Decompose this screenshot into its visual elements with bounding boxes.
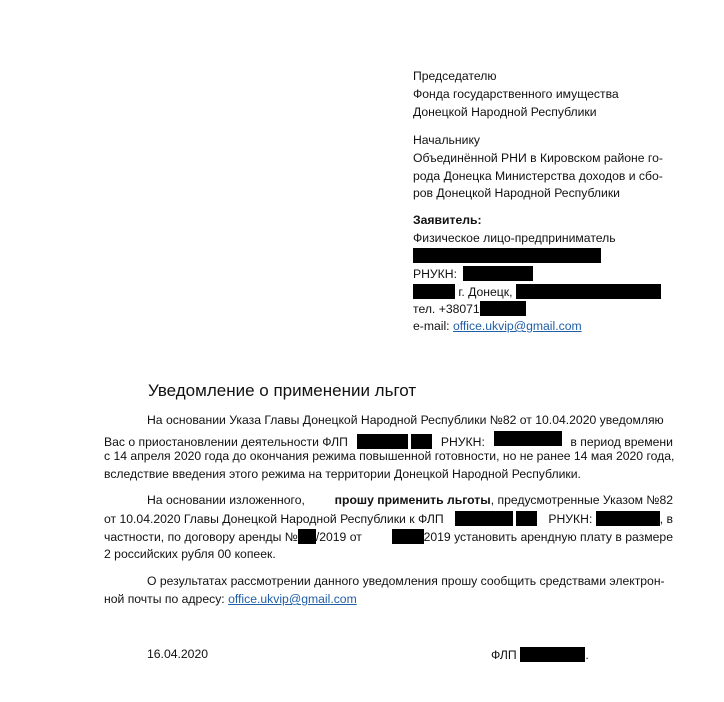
redaction-block <box>516 284 661 299</box>
address-city: г. Донецк, <box>458 285 513 299</box>
p2-line <box>104 529 673 549</box>
p1-line <box>104 431 673 451</box>
redaction-block <box>516 511 537 526</box>
recipient-line: Донецкой Народной Республики <box>413 105 597 119</box>
p1-line <box>104 413 673 433</box>
applicant-label: Заявитель: <box>413 213 482 227</box>
redaction-block <box>411 434 432 449</box>
p2-text: , в <box>659 512 673 526</box>
recipient-line: Фонда государственного имущества <box>413 87 619 101</box>
applicant-phone <box>413 301 526 317</box>
applicant-rnukn <box>413 266 533 282</box>
p2-date-group <box>392 529 673 545</box>
p1-text: РНУКН: <box>440 435 485 449</box>
paragraph-2 <box>104 493 673 565</box>
footer-dot: . <box>585 648 589 662</box>
redaction-block <box>568 647 585 662</box>
document-title: Уведомление о применении льгот <box>148 381 417 400</box>
redaction-block <box>298 529 316 544</box>
redaction-block <box>357 434 408 449</box>
p1-text: в период времени <box>570 435 673 449</box>
applicant-email <box>413 319 582 334</box>
redaction-block <box>392 529 424 544</box>
recipient-line: ров Донецкой Народной Республики <box>413 186 620 200</box>
paragraph-1 <box>104 413 673 485</box>
p1-text: вследствие введения этого режима на территории Донецкой Народной Республики. <box>104 467 581 481</box>
p2-rnukn-group <box>548 511 673 527</box>
redaction-block <box>463 266 533 281</box>
p2-emphasis <box>335 493 673 508</box>
p2-bold-text: прошу применить льготы <box>334 493 491 507</box>
p3-text: О результатах рассмотрении данного уведомления прошу сообщить средствами электрон- <box>147 574 665 588</box>
redaction-block <box>520 647 568 662</box>
rnukn-label: РНУКН: <box>413 267 457 281</box>
p3-email-link[interactable]: office.ukvip@gmail.com <box>228 592 357 606</box>
p1-text: с 14 апреля 2020 года до окончания режима повышенной готовности, но не ранее 14 мая 2020 года, <box>104 449 675 463</box>
footer-flp-label: ФЛП <box>491 648 517 662</box>
footer-date: 16.04.2020 <box>147 647 208 661</box>
p2-contract-group <box>104 529 362 545</box>
p2-text: 2 российских рубля 00 копеек. <box>104 547 276 561</box>
redaction-block <box>494 431 562 446</box>
p3-line <box>104 574 673 594</box>
p1-redaction-group <box>357 434 432 450</box>
redaction-block <box>413 248 601 263</box>
redaction-block <box>480 301 526 316</box>
p3-text: ной почты по адресу: <box>104 592 225 606</box>
footer-signature <box>491 647 589 663</box>
email-label: e-mail: <box>413 319 450 333</box>
redaction-block <box>455 511 513 526</box>
paragraph-3 <box>104 574 673 610</box>
p2-text: /2019 от <box>315 530 362 544</box>
p2-text: частности, по договору аренды № <box>104 530 298 544</box>
p1-line <box>104 449 673 469</box>
phone-label: тел. +38071 <box>413 302 480 316</box>
p2-text: , предусмотренные Указом №82 <box>490 493 673 507</box>
redaction-block <box>596 511 660 526</box>
applicant-name-redacted <box>413 248 601 264</box>
applicant-email-link[interactable]: office.ukvip@gmail.com <box>452 319 582 333</box>
p2-line <box>104 493 673 513</box>
p2-text: от 10.04.2020 Главы Донецкой Народной Республики к ФЛП <box>104 512 444 526</box>
recipient-line: рода Донецка Министерства доходов и сбо- <box>413 169 663 183</box>
applicant-type: Физическое лицо-предприниматель <box>413 231 616 245</box>
recipient-line: Начальнику <box>413 133 481 147</box>
applicant-address <box>413 284 661 300</box>
p1-line <box>104 467 673 485</box>
p1-text: Вас о приостановлении деятельности ФЛП <box>104 435 348 449</box>
redaction-block <box>413 284 455 299</box>
p2-line <box>104 511 673 531</box>
p3-line <box>104 592 673 610</box>
p1-text: На основании Указа Главы Донецкой Народной Республики №82 от 10.04.2020 уведомляю <box>147 413 664 427</box>
recipient-line: Объединённой РНИ в Кировском районе го- <box>413 151 663 165</box>
p2-text: На основании изложенного, <box>147 493 305 507</box>
p2-text: 2019 установить арендную плату в размере <box>423 530 673 544</box>
p2-line <box>104 547 673 565</box>
p2-redaction-group <box>455 511 537 527</box>
p2-text: РНУКН: <box>548 512 593 526</box>
recipient-line: Председателю <box>413 69 497 83</box>
